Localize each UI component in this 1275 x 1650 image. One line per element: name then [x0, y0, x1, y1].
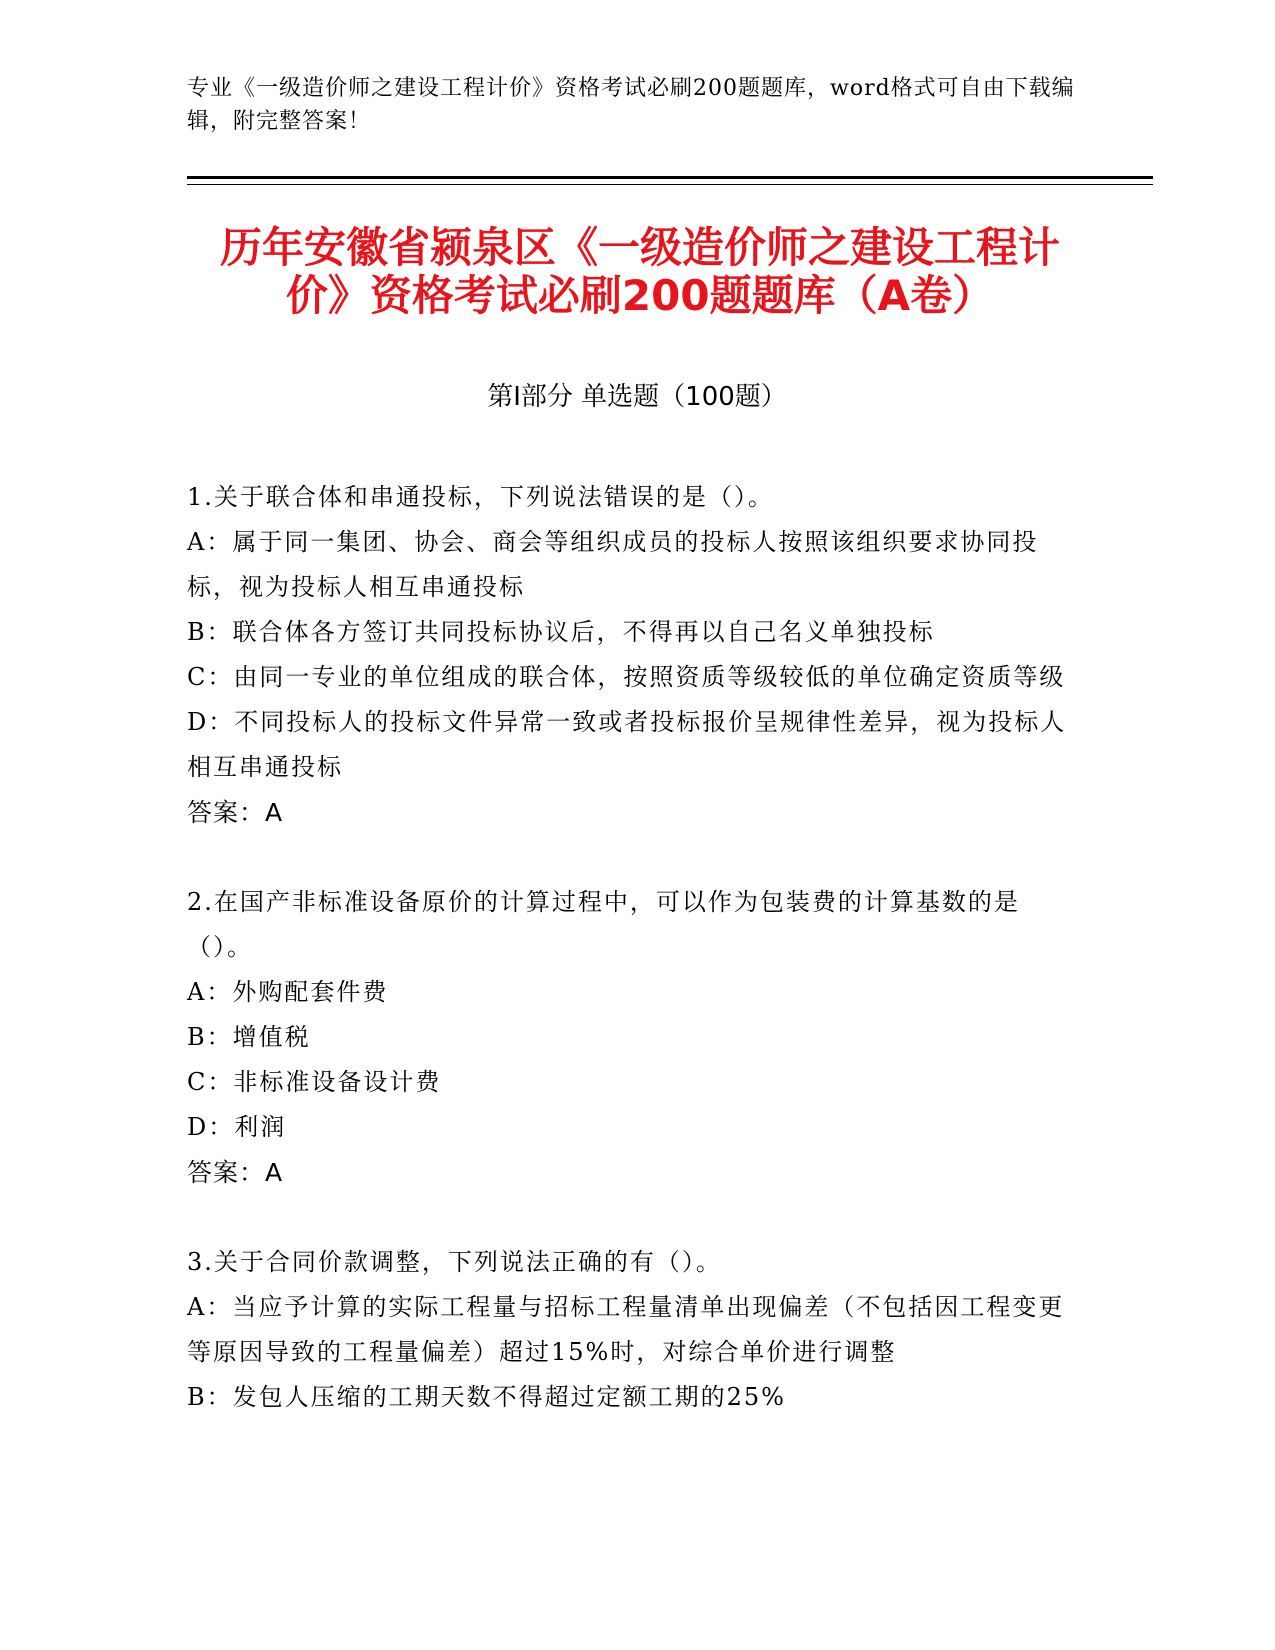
option-a: A：属于同一集团、协会、商会等组织成员的投标人按照该组织要求协同投标，视为投标人相互串通投标: [187, 528, 1039, 601]
option-a: A：当应予计算的实际工程量与招标工程量清单出现偏差（不包括因工程变更等原因导致的工程量偏差）超过15%时，对综合单价进行调整: [187, 1293, 1065, 1366]
section-title: 第Ⅰ部分 单选题（100题）: [487, 382, 787, 412]
option-c: C：非标准设备设计费: [187, 1068, 442, 1096]
header-note: 专业《一级造价师之建设工程计价》资格考试必刷200题题库，word格式可自由下载编辑，附完整答案！: [187, 76, 1075, 134]
document-title: 历年安徽省颍泉区《一级造价师之建设工程计价》资格考试必刷200题题库（A卷）: [219, 223, 1060, 320]
question-list: [187, 475, 1067, 1465]
question-stem: 2.在国产非标准设备原价的计算过程中，可以作为包装费的计算基数的是（）。: [187, 888, 1020, 961]
answer: 答案：A: [187, 798, 284, 827]
question-3: [187, 1240, 1067, 1420]
question-stem: 1.关于联合体和串通投标，下列说法错误的是（）。: [187, 483, 774, 511]
option-b: B：发包人压缩的工期天数不得超过定额工期的25%: [187, 1383, 786, 1411]
option-d: D：利润: [187, 1113, 287, 1141]
option-c: C：由同一专业的单位组成的联合体，按照资质等级较低的单位确定资质等级: [187, 663, 1066, 691]
question-2: [187, 880, 1067, 1195]
header-rule-thin: [187, 184, 1153, 185]
option-b: B：联合体各方签订共同投标协议后，不得再以自己名义单独投标: [187, 618, 935, 646]
question-stem: 3.关于合同价款调整，下列说法正确的有（）。: [187, 1248, 722, 1276]
option-d: D：不同投标人的投标文件异常一致或者投标报价呈规律性差异，视为投标人相互串通投标: [187, 708, 1067, 781]
option-a: A：外购配套件费: [187, 978, 389, 1006]
question-1: [187, 475, 1067, 835]
header-rule-thick: [187, 176, 1153, 179]
answer: 答案：A: [187, 1158, 284, 1187]
option-b: B：增值税: [187, 1023, 311, 1051]
